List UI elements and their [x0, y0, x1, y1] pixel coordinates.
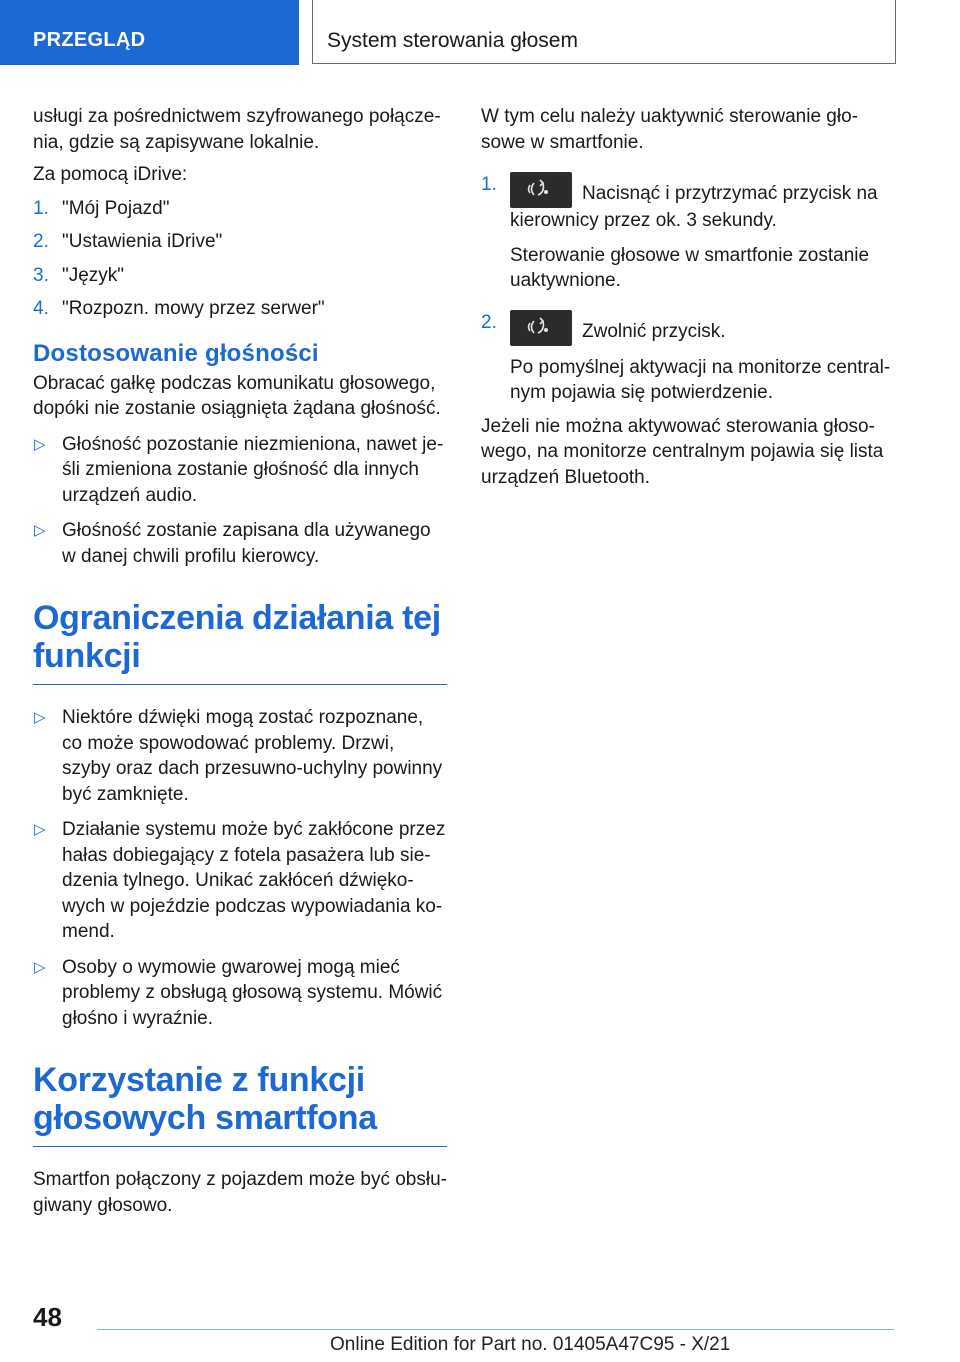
bullet-text: Głośność pozostanie niezmieniona, nawet je-śli zmieniona zostanie głośność dla innych urządzeń audio. — [62, 433, 444, 506]
section-divider — [33, 684, 447, 685]
triangle-right-icon: ▷ — [34, 821, 46, 838]
footer-divider — [97, 1329, 894, 1330]
step-text: "Ustawienia iDrive" — [62, 231, 223, 252]
list-item — [481, 172, 893, 294]
step-text: "Język" — [62, 264, 125, 286]
limits-bullets — [33, 705, 447, 1031]
list-item — [33, 432, 447, 509]
list-item — [33, 705, 447, 807]
bullet-text: Głośność zostanie zapisana dla używanego w danej chwili profilu kierowcy. — [62, 520, 431, 567]
step-result-text: Po pomyślnej aktywacji na monitorze central-nym pojawia się potwierdzenie. — [510, 356, 891, 403]
fallback-paragraph: Jeżeli nie można aktywować sterowania głoso-wego, na monitorze centralnym pojawia się lista urządzeń Bluetooth. — [481, 415, 884, 488]
volume-heading: Dostosowanie głośności — [33, 339, 319, 367]
volume-paragraph: Obracać gałkę podczas komunikatu głosowego, dopóki nie zostanie osiągnięta żądana głośność. — [33, 372, 441, 419]
list-item — [33, 817, 447, 945]
step-text: "Mój Pojazd" — [62, 197, 170, 219]
page-number: 48 — [33, 1302, 62, 1332]
right-intro-paragraph: W tym celu należy uaktywnić sterowanie gło-sowe w smartfonie. — [481, 106, 858, 153]
voice-command-button-icon — [510, 310, 572, 346]
list-item — [33, 296, 447, 322]
step-text: "Rozpozn. mowy przez serwer" — [62, 298, 325, 319]
bullet-text: Niektóre dźwięki mogą zostać rozpoznane, co może spowodować problemy. Drzwi, szyby oraz dach przesuwno-uchylny powinny być zamknięte. — [62, 707, 443, 805]
list-item — [33, 229, 447, 255]
step-number: 2. — [33, 231, 49, 252]
smartphone-steps-list — [481, 172, 893, 406]
triangle-right-icon: ▷ — [34, 435, 46, 453]
triangle-right-icon: ▷ — [34, 522, 46, 539]
limits-heading: Ograniczenia działania tej funkcji — [33, 599, 441, 675]
list-item — [33, 518, 447, 569]
list-item — [33, 196, 447, 222]
idrive-steps-list — [33, 196, 447, 322]
left-column — [33, 104, 447, 1218]
idrive-label: Za pomocą iDrive: — [33, 164, 188, 185]
list-item — [33, 263, 447, 289]
volume-bullets — [33, 432, 447, 570]
step-number: 4. — [33, 298, 49, 319]
section-tab — [0, 0, 299, 65]
smartphone-paragraph: Smartfon połączony z pojazdem może być obsłu-giwany głosowo. — [33, 1169, 447, 1216]
list-item — [481, 310, 893, 406]
triangle-right-icon: ▷ — [34, 958, 46, 976]
smartphone-heading: Korzystanie z funkcji głosowych smartfona — [33, 1061, 377, 1137]
right-column — [481, 104, 893, 490]
step-action-text: Nacisnąć i przytrzymać przycisk na kierownicy przez ok. 3 sekundy. — [510, 183, 878, 231]
step-result-text: Sterowanie głosowe w smartfonie zostanie uaktywnione. — [510, 244, 870, 291]
step-number: 1. — [33, 197, 49, 219]
section-divider — [33, 1146, 447, 1147]
chapter-title: System sterowania głosem — [327, 29, 578, 52]
step-number: 1. — [481, 174, 497, 195]
list-item — [33, 955, 447, 1032]
section-tab-label: PRZEGLĄD — [33, 29, 146, 51]
bullet-text: Osoby o wymowie gwarowej mogą mieć problemy z obsługą głosową systemu. Mówić głośno i wyraźnie. — [62, 956, 443, 1029]
triangle-right-icon: ▷ — [34, 709, 46, 726]
intro-paragraph: usługi za pośrednictwem szyfrowanego połącze-nia, gdzie są zapisywane lokalnie. — [33, 106, 441, 153]
chapter-header — [312, 0, 896, 64]
step-number: 2. — [481, 311, 497, 333]
step-action-text: Zwolnić przycisk. — [582, 320, 726, 342]
voice-command-button-icon — [510, 172, 572, 208]
step-number: 3. — [33, 264, 49, 286]
edition-footer: Online Edition for Part no. 01405A47C95 - X/21 — [330, 1334, 731, 1355]
bullet-text: Działanie systemu może być zakłócone przez hałas dobiegający z fotela pasażera lub sie-dzenia tylnego. Unikać zakłóceń dźwięko-wych w pojeździe podczas wypowiadania ko-mend. — [62, 819, 446, 942]
